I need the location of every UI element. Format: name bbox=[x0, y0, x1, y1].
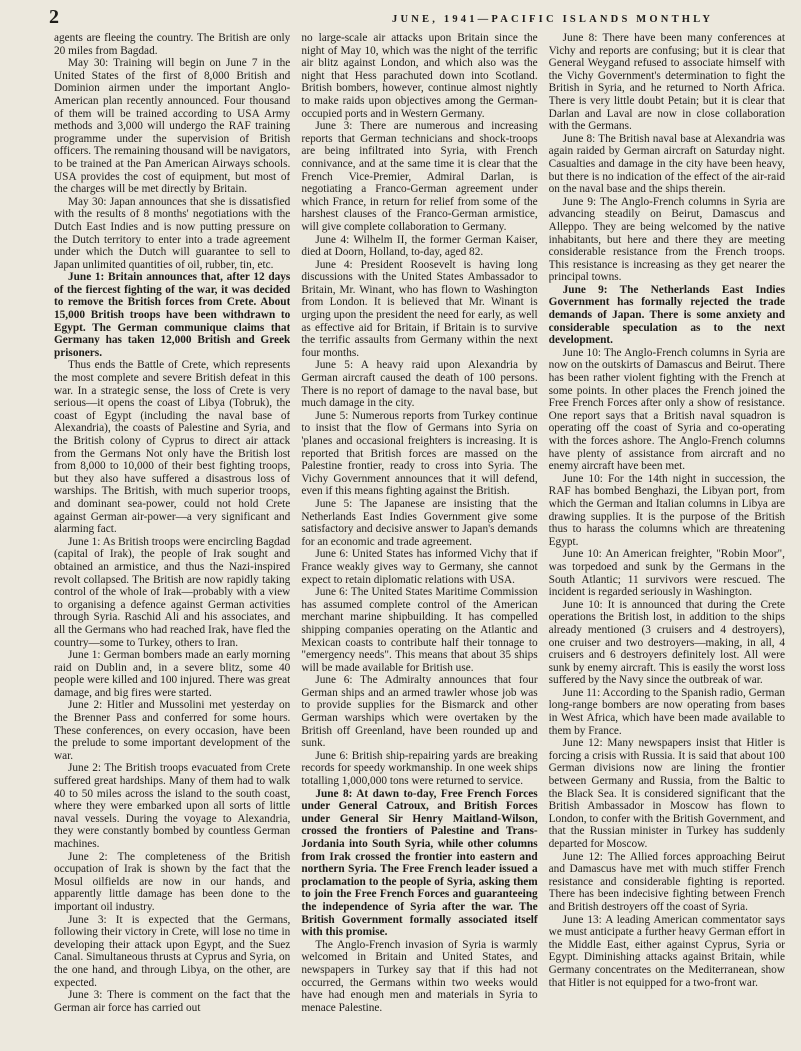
paragraph: June 8: The British naval base at Alexandria was again raided by German aircraft on Saturday night. Casualties and damage in the city have been heavy, but there is no indication of the effect of the air-raid on the naval base and the ships therein. bbox=[548, 132, 785, 196]
article-columns bbox=[54, 32, 785, 1047]
paragraph: June 4: President Roosevelt is having long discussions with the United States Ambassador to Britain, Mr. Winant, who has flown to Washington from London. It is believed that Mr. Winant is urging upon the president the need for early, as well as effective aid for Britain, if Britain is to survive the terrific assaults from Germany within the next four months. bbox=[301, 258, 538, 359]
paragraph: June 6: United States has informed Vichy that if France weakly gives way to Germany, she cannot expect to retain diplomatic relations with USA. bbox=[301, 548, 538, 586]
paragraph: June 11: According to the Spanish radio, German long-range bombers are now operating from bases in West Africa, which have been made available to them by France. bbox=[548, 686, 785, 737]
paragraph: June 13: A leading American commentator says we must anticipate a further heavy German effort in the Middle East, either against Cyprus, Syria or Egypt. Diminishing attacks against Britain, while Germany concentrates on the Mediterranean, show that Hitler is not equipped for a two-front war. bbox=[548, 913, 785, 989]
column-1 bbox=[54, 32, 290, 1047]
paragraph: June 2: The British troops evacuated from Crete suffered great hardships. Many of them had to walk 40 to 50 miles across the island to the south coast, where they were embarked upon all sorts of little naval vessels. During the voyage to Alexandria, they were constantly bombed by countless German machines. bbox=[54, 762, 291, 850]
paragraph: June 12: The Allied forces approaching Beirut and Damascus have met with much stiffer French resistance and considerable fighting is reported. There has been indecisive fighting between French and British destroyers off the coast of Syria. bbox=[548, 850, 785, 913]
paragraph: June 3: There are numerous and increasing reports that German technicians and shock-troops are being infiltrated into Syria, with French connivance, and at the same time it is clear that the French Vice-Premier, Admiral Darlan, is negotiating a Franco-German agreement under which France, in return for relief from some of the harshest clauses of the Franco-German armistice, will give complete collaboration to Germany. bbox=[301, 120, 538, 233]
paragraph: June 2: The completeness of the British occupation of Irak is shown by the fact that the Mosul oilfields are now in our hands, and apparently little damage has been done to the important oil industry. bbox=[54, 850, 291, 913]
paragraph: June 9: The Netherlands East Indies Government has formally rejected the trade demands of Japan. There is some anxiety and considerable speculation as to the next development. bbox=[548, 283, 785, 347]
paragraph: June 5: A heavy raid upon Alexandria by German aircraft caused the death of 100 persons. There is no report of damage to the naval base, but much damage in the city. bbox=[301, 359, 538, 410]
paragraph: June 8: At dawn to-day, Free French Forces under General Catroux, and British Forces under General Sir Henry Maitland-Wilson, crossed the frontiers of Palestine and Trans-Jordania into South Syria, while other columns from Irak crossed the frontier into eastern and northern Syria. The Free French leader issued a proclamation to the people of Syria, asking them to join the Free French Forces and guaranteeing the independence of Syria after the war. The British Government formally associated itself with this promise. bbox=[301, 787, 538, 939]
column-3 bbox=[549, 32, 785, 1047]
paragraph: June 12: Many newspapers insist that Hitler is forcing a crisis with Russia. It is said that about 100 German divisions now are lining the frontier between Germany and Russia, from the Baltic to the Black Sea. It is considered significant that the British Ambassador in Moscow has flown to London, to confer with the British Government, and that the Russian minister in Turkey has suddenly departed for Moscow. bbox=[548, 737, 785, 850]
paragraph: May 30: Training will begin on June 7 in the United States of the first of 8,000 British and Dominion airmen under the important Anglo-American plan recently announced. Four thousand of them will be trained according to USA Army methods and 3,000 will undergo the RAF training programme under the supervision of British officers. The remaining thousand will be navigators, to be trained at the Pan American Airways schools. USA provides the cost of equipment, but most of the charges will be met directly by Britain. bbox=[54, 57, 291, 196]
paragraph: June 6: British ship-repairing yards are breaking records for speedy workmanship. In one week ships totalling 1,000,000 tons were returned to service. bbox=[301, 749, 538, 788]
paragraph: no large-scale air attacks upon Britain since the night of May 10, which was the night of the terrific air blitz against London, and which also was the night that Hess parachuted down into Scotland. British bombers, however, continue almost nightly to make raids upon objectives among the German-occupied ports and in Western Germany. bbox=[301, 32, 538, 120]
paragraph: June 10: An American freighter, "Robin Moor", was torpedoed and sunk by the Germans in the South Atlantic; 11 survivors were rescued. The incident is regarded seriously in Washington. bbox=[548, 548, 785, 599]
paragraph: June 3: There is comment on the fact that the German air force has carried out bbox=[54, 989, 291, 1014]
paragraph: June 1: German bombers made an early morning raid on Dublin and, in a severe blitz, some 40 people were killed and 100 injured. There was great damage, and big fires were started. bbox=[54, 649, 291, 699]
page-number: 2 bbox=[49, 6, 59, 28]
paragraph: June 6: The United States Maritime Commission has assumed complete control of the American merchant marine shipbuilding. It has compelled shipping companies operating on the Atlantic and Mexican coasts to contribute half their tonnage to "emergency needs". This means that about 35 ships will be made available for British use. bbox=[301, 586, 538, 674]
paragraph: June 6: The Admiralty announces that four German ships and an armed trawler whose job was to provide supplies for the Bismarck and other German warships which were overtaken by the British off Greenland, have been rounded up and sunk. bbox=[301, 674, 538, 750]
paragraph: June 5: The Japanese are insisting that the Netherlands East Indies Government give some satisfactory and decisive answer to Japan's demands for an economic and trade agreement. bbox=[301, 497, 538, 548]
running-head: JUNE, 1941—PACIFIC ISLANDS MONTHLY bbox=[392, 14, 714, 25]
paragraph: June 10: The Anglo-French columns in Syria are now on the outskirts of Damascus and Beirut. There has been rather violent fighting with the French at some points. In other places the French joined the Free French Forces after only a show of resistance. One report says that a British naval squadron is operating off the coast of Syria and co-operating with the forces ashore. The Anglo-French columns have plenty of assistance from aircraft and no enemy aircraft have been met. bbox=[548, 346, 785, 473]
paragraph: June 10: For the 14th night in succession, the RAF has bombed Benghazi, the Libyan port, from which the German and Italian columns in Libya are drawing supplies. It is the purpose of the British thus to harass the columns which are threatening Egypt. bbox=[548, 472, 785, 548]
paragraph: June 8: There have been many conferences at Vichy and reports are confusing; but it is clear that General Weygand refused to associate himself with the Vichy Government's determination to fight the British in Syria, and he returned to North Africa. There is very little doubt Petain; but it is clear that Darlan and Laval are now in close collaboration with the Germans. bbox=[548, 32, 785, 133]
column-2 bbox=[301, 32, 537, 1047]
paragraph: June 10: It is announced that during the Crete operations the British lost, in addition to the ships already mentioned (3 cruisers and 4 destroyers), one cruiser and two destroyers—making, in all, 4 cruisers and 6 destroyers definitely lost. All were sunk by enemy aircraft. This is easily the worst loss suffered by the Navy since the outbreak of war. bbox=[548, 598, 785, 687]
paragraph: June 5: Numerous reports from Turkey continue to insist that the flow of Germans into Syria on 'planes and occasional freighters is increasing. It is reported that British forces are massed on the Palestine frontier, ready to cross into Syria. The Vichy Government announces that it will defend, even if this means fighting against the British. bbox=[301, 409, 538, 498]
paragraph: June 1: As British troops were encircling Bagdad (capital of Irak), the people of Irak sought and obtained an armistice, and thus the Nazi-inspired revolt collapsed. The British are now rapidly taking control of the whole of Irak—probably with a view to organising a defence against German activities through Syria. Raschid Ali and his associates, and all the Germans who had reached Irak, have fled the country—some to Turkey, others to Iran. bbox=[54, 535, 291, 649]
paragraph: June 3: It is expected that the Germans, following their victory in Crete, will lose no time in developing their attack upon Egypt, and the Suez Canal. Simultaneous thrusts at Cyprus and Syria, on the one hand, and through Libya, on the other, are expected. bbox=[54, 913, 291, 989]
paragraph: The Anglo-French invasion of Syria is warmly welcomed in Britain and United States, and newspapers in Turkey say that if this had not occurred, the Germans within two weeks would have had enough men and materials in Syria to menace Palestine. bbox=[301, 938, 538, 1014]
paragraph: May 30: Japan announces that she is dissatisfied with the results of 8 months' negotiations with the Dutch East Indies and is now putting pressure on the Dutch territory to enter into a trade agreement under which the Dutch will guarantee to sell to Japan unlimited quantities of oil, rubber, tin, etc. bbox=[54, 195, 291, 271]
paragraph: June 2: Hitler and Mussolini met yesterday on the Brenner Pass and conferred for some hours. These conferences, on every occasion, have been the prelude to some important development of the war. bbox=[54, 699, 291, 762]
paragraph: Thus ends the Battle of Crete, which represents the most complete and severe British defeat in this war. In a strategic sense, the loss of Crete is very serious—it opens the coast of Libya (Tobruk), the coast of Egypt (including the naval base of Alexandria), the coasts of Palestine and Syria, and the British colony of Cyprus to direct air attack from the Germans Not only have the British lost from 8,000 to 10,000 of their best fighting troops, but they also have suffered a disastrous loss of warships. The British, with much superior troops, and dominant sea-power, could not hold Crete against German air-power—a very significant and alarming fact. bbox=[54, 359, 291, 536]
paragraph: June 1: Britain announces that, after 12 days of the fiercest fighting of the war, it was decided to remove the British forces from Crete. About 15,000 British troops have been withdrawn to Egypt. The German communique claims that Germany has taken 12,000 British and Greek prisoners. bbox=[54, 271, 291, 359]
paragraph: agents are fleeing the country. The British are only 20 miles from Bagdad. bbox=[54, 32, 291, 57]
paragraph: June 4: Wilhelm II, the former German Kaiser, died at Doorn, Holland, to-day, aged 82. bbox=[301, 233, 538, 259]
paragraph: June 9: The Anglo-French columns in Syria are advancing steadily on Beirut, Damascus and Alleppo. They are being welcomed by the native inhabitants, but here and there they are meeting considerable resistance from the French troops. This resistance is increasing as they get nearer the principal towns. bbox=[548, 195, 785, 284]
